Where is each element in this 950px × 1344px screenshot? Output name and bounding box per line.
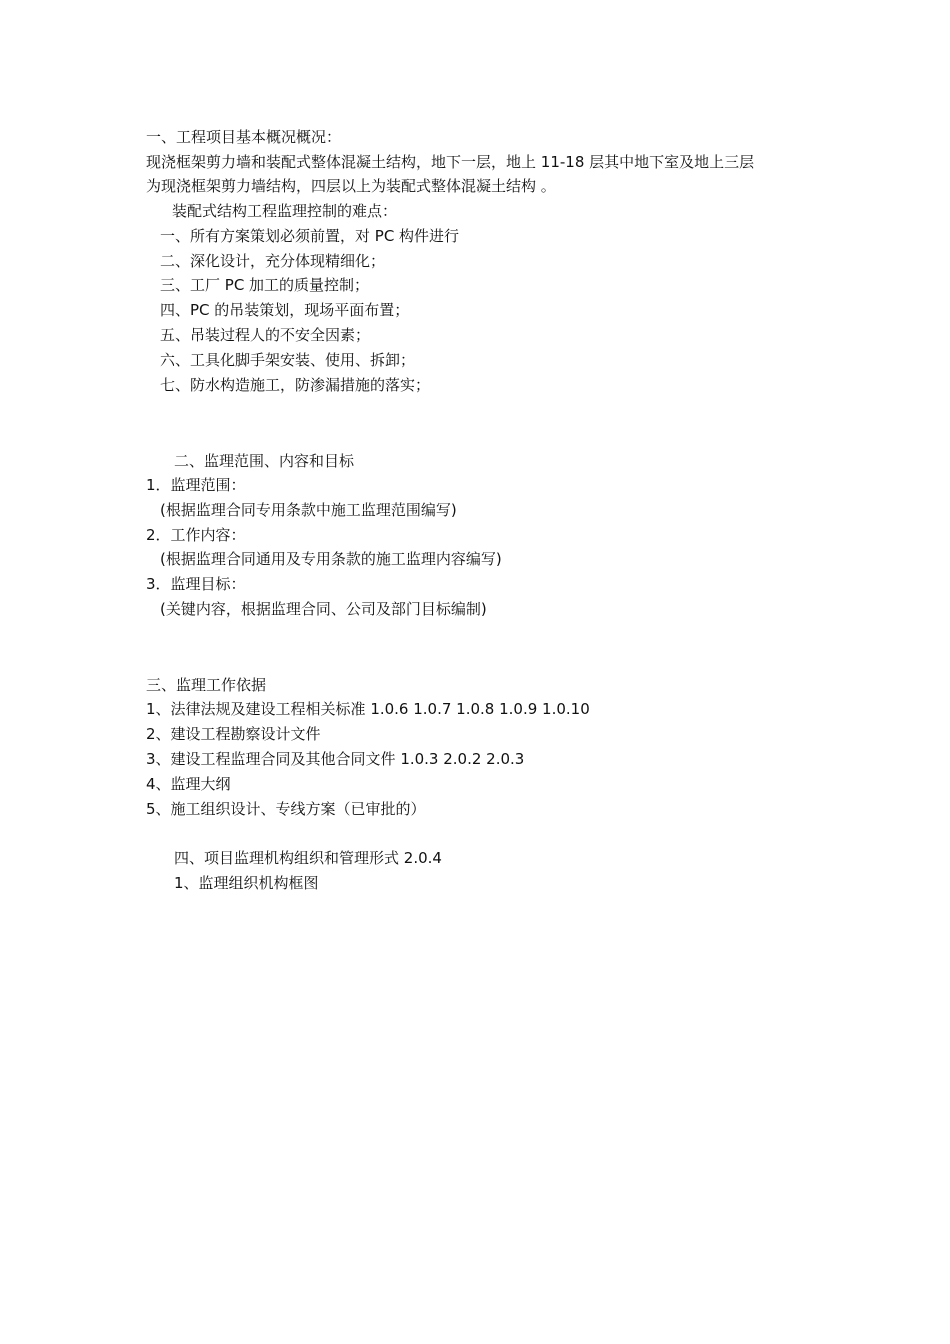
basis-item-2: 2、建设工程勘察设计文件 xyxy=(146,725,321,743)
section1-desc-line1: 现浇框架剪力墙和装配式整体混凝土结构，地下一层，地上 11-18 层其中地下室及地上三层 xyxy=(146,153,755,171)
target-label: 3．监理目标： xyxy=(146,575,246,593)
section1-desc-line2: 为现浇框架剪力墙结构，四层以上为装配式整体混凝土结构 。 xyxy=(146,177,556,195)
difficulty-item-7: 七、防水构造施工，防渗漏措施的落实； xyxy=(160,376,431,394)
basis-item-4: 4、监理大纲 xyxy=(146,775,231,793)
scope-label: 1．监理范围： xyxy=(146,476,246,494)
difficulty-item-4: 四、PC 的吊装策划，现场平面布置； xyxy=(160,301,410,319)
work-content-note: (根据监理合同通用及专用条款的施工监理内容编写) xyxy=(160,550,502,568)
section2-title: 二、监理范围、内容和目标 xyxy=(174,452,355,470)
org-chart-heading: 1、监理组织机构框图 xyxy=(174,874,319,892)
basis-item-5: 5、施工组织设计、专线方案（已审批的） xyxy=(146,800,426,818)
difficulty-item-3: 三、工厂 PC 加工的质量控制； xyxy=(160,276,370,294)
difficulty-item-1: 一、所有方案策划必须前置，对 PC 构件进行 xyxy=(160,227,460,245)
target-note: (关键内容，根据监理合同、公司及部门目标编制) xyxy=(160,600,487,618)
section4-title: 四、项目监理机构组织和管理形式 2.0.4 xyxy=(174,849,442,867)
difficulty-heading: 装配式结构工程监理控制的难点： xyxy=(172,202,398,220)
scope-note: (根据监理合同专用条款中施工监理范围编写) xyxy=(160,501,457,519)
work-content-label: 2．工作内容： xyxy=(146,526,246,544)
difficulty-item-2: 二、深化设计，充分体现精细化； xyxy=(160,252,386,270)
basis-item-3: 3、建设工程监理合同及其他合同文件 1.0.3 2.0.2 2.0.3 xyxy=(146,750,525,768)
difficulty-item-5: 五、吊装过程人的不安全因素； xyxy=(160,326,371,344)
section3-title: 三、监理工作依据 xyxy=(146,676,267,694)
difficulty-item-6: 六、工具化脚手架安装、使用、拆卸； xyxy=(160,351,416,369)
basis-item-1: 1、法律法规及建设工程相关标准 1.0.6 1.0.7 1.0.8 1.0.9 1.0.10 xyxy=(146,700,590,718)
section1-title: 一、工程项目基本概况概况： xyxy=(146,128,342,146)
